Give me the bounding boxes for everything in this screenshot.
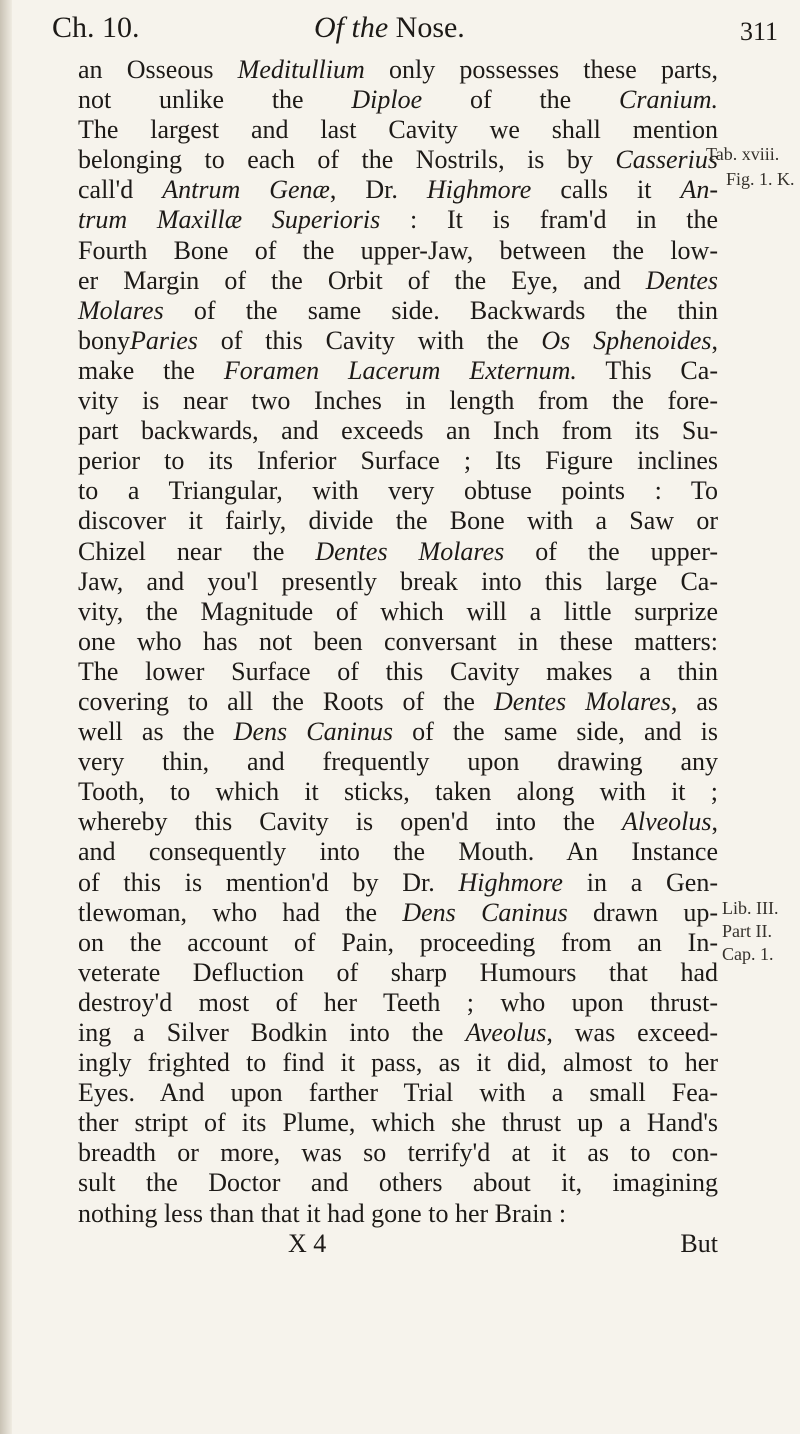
text-line [78,747,718,777]
text-line [78,296,718,326]
text-line [78,1078,718,1108]
text-line [78,657,718,687]
page-number: 311 [739,17,778,46]
text-line [78,356,718,386]
text-segment: vity is near two Inches in length from the fore- [78,386,718,416]
margin-note-fig: Fig. 1. K. [726,169,795,189]
text-segment: bony [78,325,130,355]
text-segment: of this is mention'd by Dr. [78,867,459,897]
running-title-roman: Nose. [395,11,465,44]
text-segment: in a Gen- [562,867,718,897]
italic-term: Alveolus [621,807,712,837]
text-segment: veterate Defluction of sharp Humours that had [78,957,718,987]
text-segment: Eyes. And upon farther Trial with a small Fea- [78,1078,718,1108]
text-segment: destroy'd most of her Teeth ; who upon thrust- [78,987,718,1017]
text-line [78,898,718,928]
text-segment: sult the Doctor and others about it, imagining [78,1168,718,1198]
text-segment: of the same side. Backwards the thin [163,295,718,325]
text-line [78,416,718,446]
italic-term: Highmore [426,175,532,205]
signature-mark: X 4 [288,1228,327,1258]
text-segment: only possesses these parts, [364,55,718,84]
text-line [78,807,718,837]
chapter-label: Ch. 10. [52,11,140,44]
text-line [78,537,718,567]
text-segment: ther stript of its Plume, which she thrust up a Hand's [78,1108,718,1138]
text-line [78,446,718,476]
text-segment: calls it [531,175,681,205]
margin-note-tab: Tab. xviii. [706,144,780,164]
text-line [78,1108,718,1138]
text-line [78,205,718,235]
running-title [314,4,465,52]
italic-term: Diploe [351,85,423,115]
text-line [78,928,718,958]
catchword: But [680,1228,718,1258]
italic-term: Highmore [458,867,563,897]
text-segment: Tooth, to which it sticks, taken along with it ; [78,777,718,807]
text-segment: ing a Silver Bodkin into the [78,1018,466,1047]
italic-term: Dens Caninus [233,717,393,747]
text-segment: an Osseous [78,55,238,84]
text-segment: Jaw, and you'l presently break into this large Ca- [78,566,718,596]
text-line [78,1018,718,1048]
text-segment: vity, the Magnitude of which will a little surprize [78,596,718,626]
margin-note-lib-line: Lib. III. [722,898,779,918]
text-segment: well as the [78,717,234,747]
text-segment: whereby this Cavity is open'd into the [78,807,622,837]
text-line [78,567,718,597]
text-segment: of the upper- [504,536,718,566]
text-segment: nothing less than that it had gone to her Brain : [78,1198,567,1228]
text-segment: ingly frighted to find it pass, as it did, almost to her [78,1048,718,1078]
text-segment: , Dr. [329,175,427,205]
text-line [78,386,718,416]
body-text [78,55,718,1259]
text-segment: perior to its Inferior Surface ; Its Figure inclines [78,446,718,476]
text-segment: Chizel near the [78,536,316,566]
italic-term: Aveolus [465,1018,547,1047]
text-line [78,837,718,867]
text-line [78,326,718,356]
italic-term: Cranium. [619,85,718,115]
text-line [78,85,718,115]
italic-term: trum Maxillæ Superioris [78,205,381,235]
text-line [78,175,718,205]
text-segment: of the same side, and is [392,717,719,747]
text-segment: and consequently into the Mouth. An Instance [78,837,718,867]
text-line [78,145,718,175]
text-segment: covering to all the Roots of the [78,686,494,716]
text-segment: , as [670,686,718,716]
italic-term: Dentes Molares [315,536,505,566]
text-segment: very thin, and frequently upon drawing any [78,747,718,777]
text-segment: , [711,807,718,837]
text-line [78,266,718,296]
text-segment: The lower Surface of this Cavity makes a thin [78,656,718,686]
text-line [78,597,718,627]
text-segment: discover it fairly, divide the Bone with a Saw or [78,506,718,536]
running-header [52,4,778,52]
text-line [78,476,718,506]
italic-term: Molares [78,295,164,325]
text-segment: Fourth Bone of the upper-Jaw, between the low- [78,235,718,265]
signature-line [78,1229,718,1259]
italic-term: Paries [130,325,198,355]
italic-term: Meditullium [237,55,365,84]
text-line [78,868,718,898]
text-segment: : It is fram'd in the [380,205,718,235]
text-line [78,1168,718,1198]
margin-note-cap-line: Cap. 1. [722,944,774,964]
text-line [78,236,718,266]
text-segment: of the [422,85,620,115]
text-line [78,717,718,747]
text-line [78,1199,718,1229]
text-segment: of this Cavity with the [197,325,542,355]
text-segment: not unlike the [78,85,352,115]
text-segment: call'd [78,175,163,205]
text-segment: one who has not been conversant in these matters: [78,626,718,656]
text-line [78,958,718,988]
text-segment: er Margin of the Orbit of the Eye, and [78,265,646,295]
text-segment: , was exceed- [546,1018,718,1047]
text-segment: on the account of Pain, proceeding from an In- [78,927,718,957]
text-line [78,115,718,145]
text-line [78,55,718,85]
text-segment: tlewoman, who had the [78,897,403,927]
text-line [78,777,718,807]
margin-note-lib [722,897,778,966]
text-segment: belonging to each of the Nostrils, is by [78,145,616,175]
italic-term: Casserius [615,145,718,175]
text-line [78,988,718,1018]
running-title-italic: Of the [314,11,389,44]
text-segment: part backwards, and exceeds an Inch from its Su- [78,416,718,446]
text-segment: make the [78,355,224,385]
text-segment: , [711,325,718,355]
italic-term: Dentes Molares [493,686,671,716]
italic-term: Dentes [645,265,718,295]
italic-term: Antrum Genæ [162,175,330,205]
text-segment: drawn up- [567,897,718,927]
italic-term: Os Sphenoides [541,325,712,355]
text-segment: to a Triangular, with very obtuse points : To [78,476,718,506]
italic-term: Foramen Lacerum Externum. [223,355,577,385]
text-line [78,1138,718,1168]
italic-term: Dens Caninus [402,897,568,927]
italic-term: An- [680,175,718,205]
text-line [78,1048,718,1078]
text-line [78,506,718,536]
text-segment: breadth or more, was so terrify'd at it as to con- [78,1138,718,1168]
text-segment: This Ca- [576,355,718,385]
text-line [78,687,718,717]
margin-note-part-line: Part II. [722,921,772,941]
binding-edge [0,0,12,1434]
text-segment: The largest and last Cavity we shall mention [78,115,718,145]
text-line [78,627,718,657]
